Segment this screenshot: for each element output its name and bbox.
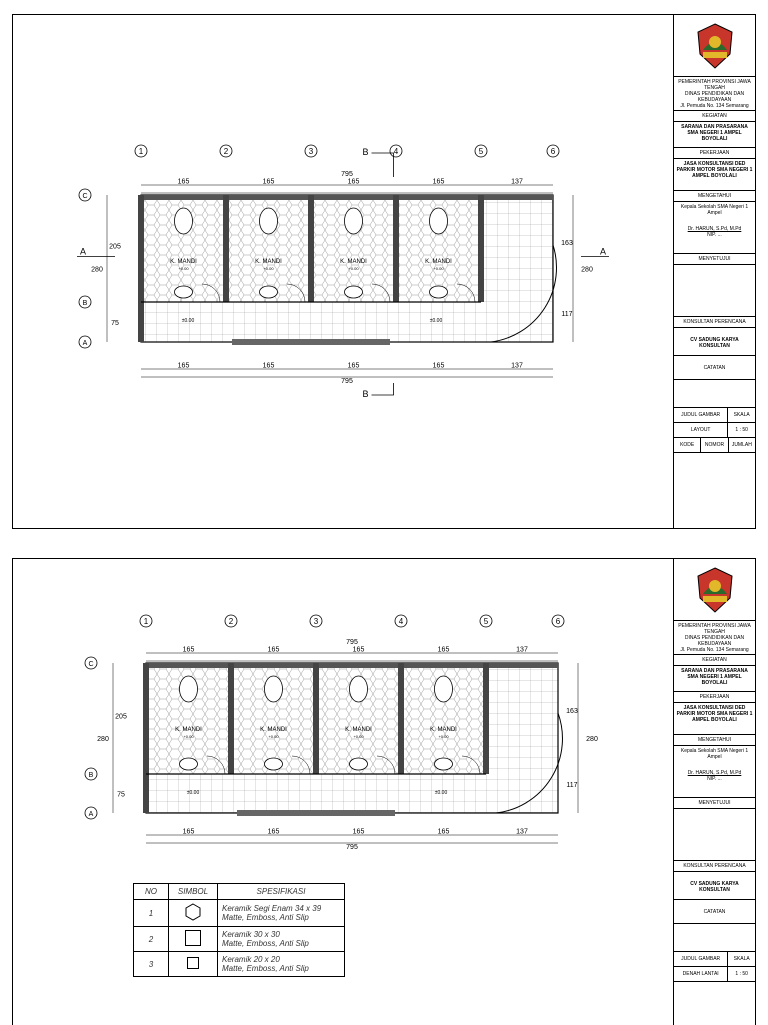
- sink-fixture: [350, 758, 368, 770]
- row-label: C: [82, 193, 88, 200]
- skala-label: SKALA: [733, 956, 750, 962]
- agency-name-2: DINAS PENDIDIKAN DAN KEBUDAYAAN: [684, 635, 745, 647]
- grid-label: 5: [478, 147, 484, 156]
- legend-header-no: NO: [134, 884, 169, 900]
- partition-wall: [478, 195, 484, 302]
- skala-value: 1 : 50: [735, 971, 748, 977]
- room-level: +0.00: [348, 266, 359, 271]
- room-label: K. MANDI: [340, 259, 367, 265]
- legend-spec-line2: Matte, Emboss, Anti Slip: [222, 913, 309, 922]
- legend-header-spesifikasi: SPESIFIKASI: [218, 884, 345, 900]
- nomor-label: NOMOR: [701, 438, 728, 452]
- dimension-text: 165: [182, 828, 195, 836]
- dimension-text: 137: [511, 362, 523, 370]
- legend-row: [134, 927, 345, 952]
- square-tile-30-symbol: [169, 927, 218, 952]
- floor-plan-layout: [13, 15, 673, 528]
- official-title: Kepala Sekolah SMA Negeri 1 Ampel: [680, 748, 749, 760]
- provincial-seal-logo: [695, 566, 735, 614]
- konsultan-label: KONSULTAN PERENCANA: [674, 317, 755, 328]
- drawing-sheet-denah: [12, 558, 756, 1025]
- dimension-text: 117: [561, 311, 573, 318]
- legend-header-simbol: SIMBOL: [169, 884, 218, 900]
- sink-fixture: [345, 286, 363, 298]
- section-mark-b: B: [362, 389, 369, 399]
- agency-name: PEMERINTAH PROVINSI JAWA TENGAH: [678, 79, 751, 91]
- dimension-text: 165: [177, 362, 190, 370]
- judul-skala-values: [674, 423, 755, 438]
- floor-level-label: ±0.00: [434, 790, 448, 796]
- square-tile-20-symbol: [169, 952, 218, 977]
- partition-wall: [228, 663, 234, 774]
- dimension-text: 165: [177, 178, 190, 186]
- grid-label: 6: [550, 147, 556, 156]
- room-label: K. MANDI: [255, 259, 282, 265]
- dimension-text: 75: [117, 791, 125, 799]
- legend-no: 3: [134, 952, 169, 977]
- konsultan-value: CV SADUNG KARYA KONSULTAN: [674, 872, 755, 900]
- section-cut-line: [372, 153, 394, 177]
- pekerjaan-label: PEKERJAAN: [674, 692, 755, 703]
- judul-value: LAYOUT: [674, 423, 728, 437]
- room-label: K. MANDI: [345, 727, 372, 733]
- official-cell: [674, 202, 755, 254]
- dimension-text: 117: [566, 782, 578, 789]
- pekerjaan-value: JASA KONSULTANSI DED PARKIR MOTOR SMA NEGERI 1 AMPEL BOYOLALI: [674, 703, 755, 735]
- front-wall-vent: [237, 810, 395, 816]
- dimension-text: 280: [91, 266, 103, 274]
- total-dimension-text: 795: [341, 378, 353, 385]
- title-block: [673, 559, 755, 1025]
- toilet-fixture: [180, 676, 198, 702]
- toilet-fixture: [350, 676, 368, 702]
- grid-label: 3: [308, 147, 314, 156]
- legend-spec-line2: Matte, Emboss, Anti Slip: [222, 939, 309, 948]
- dimension-text: 165: [352, 828, 365, 836]
- lobby-floor-tile: [486, 663, 558, 813]
- row-label: A: [88, 811, 94, 818]
- dimension-text: 165: [352, 646, 365, 654]
- sink-fixture: [435, 758, 453, 770]
- toilet-fixture: [345, 208, 363, 234]
- agency-address: Jl. Pemuda No. 134 Semarang: [680, 647, 749, 653]
- dimension-text: 163: [566, 708, 578, 715]
- grid-label: 2: [228, 617, 234, 626]
- legend-row: [134, 952, 345, 977]
- room-level: +0.00: [268, 734, 279, 739]
- official-name: Dr. HARUN, S.Pd, M.Pd: [687, 770, 742, 776]
- back-wall: [146, 663, 558, 668]
- dimension-text: 75: [111, 320, 119, 327]
- agency-name: PEMERINTAH PROVINSI JAWA TENGAH: [678, 623, 751, 635]
- judul-label: JUDUL GAMBAR: [674, 952, 728, 966]
- room-level: +0.00: [178, 266, 189, 271]
- grid-label: 4: [393, 147, 399, 156]
- total-dimension-text: 795: [346, 639, 358, 646]
- room-label: K. MANDI: [170, 259, 197, 265]
- total-dimension-text: 795: [341, 171, 353, 178]
- section-mark-a: A: [79, 246, 87, 257]
- dimension-text: 165: [347, 178, 360, 186]
- konsultan-value: CV SADUNG KARYA KONSULTAN: [674, 328, 755, 356]
- sink-fixture: [180, 758, 198, 770]
- dimension-text: 280: [586, 736, 598, 743]
- jumlah-label: JUMLAH: [731, 442, 752, 448]
- grid-label: 6: [555, 617, 561, 626]
- room-label: K. MANDI: [425, 259, 452, 265]
- agency-name-2: DINAS PENDIDIKAN DAN KEBUDAYAAN: [684, 91, 745, 103]
- kegiatan-value: SARANA DAN PRASARANA SMA NEGERI 1 AMPEL BOYOLALI: [674, 666, 755, 692]
- row-label: B: [82, 300, 88, 307]
- legend-spec: [218, 927, 345, 952]
- judul-label: JUDUL GAMBAR: [674, 408, 728, 422]
- sink-fixture: [430, 286, 448, 298]
- room-level: +0.00: [183, 734, 194, 739]
- floor-level-label: ±0.00: [429, 318, 443, 324]
- menyetujui-space: [674, 809, 755, 861]
- kode-label: KODE: [674, 438, 701, 452]
- total-dimension-text: 795: [346, 844, 358, 851]
- grid-label: 2: [223, 147, 229, 156]
- room-level: +0.00: [438, 734, 449, 739]
- floor-level-label: ±0.00: [181, 318, 195, 324]
- partition-wall: [398, 663, 404, 774]
- dimension-text: 165: [267, 828, 280, 836]
- partition-wall: [143, 663, 149, 813]
- grid-label: 4: [398, 617, 404, 626]
- logo-cell: [674, 559, 755, 621]
- dimension-text: 165: [182, 646, 195, 654]
- dimension-text: 137: [511, 178, 523, 186]
- legend-no: 1: [134, 900, 169, 927]
- legend-spec-line1: Keramik Segi Enam 34 x 39: [222, 904, 322, 913]
- legend-spec: [218, 952, 345, 977]
- section-mark-a: A: [599, 246, 607, 257]
- partition-wall: [313, 663, 319, 774]
- title-block: [673, 15, 755, 528]
- legend-no: 2: [134, 927, 169, 952]
- dimension-text: 165: [262, 178, 275, 186]
- catatan-label: CATATAN: [674, 900, 755, 924]
- menyetujui-label: MENYETUJUI: [674, 254, 755, 265]
- official-nip: NIP. ...: [707, 776, 722, 782]
- kegiatan-label: KEGIATAN: [674, 111, 755, 122]
- judul-skala-header: [674, 408, 755, 423]
- grid-label: 5: [483, 617, 489, 626]
- dimension-text: 205: [115, 713, 127, 721]
- dimension-text: 165: [432, 362, 445, 370]
- dimension-text: 165: [432, 178, 445, 186]
- provincial-seal-logo: [695, 22, 735, 70]
- official-name: Dr. HARUN, S.Pd, M.Pd: [687, 226, 742, 232]
- kegiatan-label: KEGIATAN: [674, 655, 755, 666]
- grid-label: 1: [143, 617, 149, 626]
- official-cell: [674, 746, 755, 798]
- catatan-space: [674, 380, 755, 408]
- room-label: K. MANDI: [175, 727, 202, 733]
- logo-cell: [674, 15, 755, 77]
- skala-label: SKALA: [733, 412, 750, 418]
- room-level: +0.00: [263, 266, 274, 271]
- pekerjaan-value: JASA KONSULTANSI DED PARKIR MOTOR SMA NEGERI 1 AMPEL BOYOLALI: [674, 159, 755, 191]
- grid-label: 1: [138, 147, 144, 156]
- toilet-fixture: [265, 676, 283, 702]
- partition-wall: [308, 195, 314, 302]
- judul-skala-values: [674, 967, 755, 982]
- official-title: Kepala Sekolah SMA Negeri 1 Ampel: [680, 204, 749, 216]
- legend-spec: [218, 900, 345, 927]
- dimension-text: 165: [437, 828, 450, 836]
- back-wall: [141, 195, 553, 200]
- room-level: +0.00: [433, 266, 444, 271]
- legend-spec-line2: Matte, Emboss, Anti Slip: [222, 964, 309, 973]
- lobby-floor-tile: [481, 195, 553, 342]
- front-wall-vent: [232, 339, 390, 345]
- sink-fixture: [175, 286, 193, 298]
- legend-spec-line1: Keramik 20 x 20: [222, 955, 280, 964]
- material-legend-table: [133, 883, 345, 977]
- dimension-text: 137: [516, 828, 528, 836]
- agency-address: Jl. Pemuda No. 134 Semarang: [680, 103, 749, 109]
- official-nip: NIP. ...: [707, 232, 722, 238]
- floor-level-label: ±0.00: [186, 790, 200, 796]
- partition-wall: [223, 195, 229, 302]
- toilet-fixture: [260, 208, 278, 234]
- menyetujui-space: [674, 265, 755, 317]
- mengetahui-label: MENGETAHUI: [674, 735, 755, 746]
- dimension-text: 165: [262, 362, 275, 370]
- dimension-text: 165: [347, 362, 360, 370]
- dimension-text: 205: [109, 243, 121, 251]
- dimension-text: 165: [267, 646, 280, 654]
- hexagon-tile-symbol: [169, 900, 218, 927]
- agency-cell: [674, 77, 755, 111]
- dimension-text: 137: [516, 646, 528, 654]
- room-label: K. MANDI: [260, 727, 287, 733]
- sink-fixture: [265, 758, 283, 770]
- legend-row: [134, 900, 345, 927]
- row-label: A: [82, 340, 88, 347]
- room-label: K. MANDI: [430, 727, 457, 733]
- section-cut-line: [372, 383, 394, 395]
- toilet-fixture: [175, 208, 193, 234]
- dimension-text: 280: [97, 736, 109, 743]
- judul-value: DENAH LANTAI: [674, 967, 728, 981]
- room-level: +0.00: [353, 734, 364, 739]
- toilet-fixture: [435, 676, 453, 702]
- toilet-fixture: [430, 208, 448, 234]
- partition-wall: [138, 195, 144, 342]
- legend-spec-line1: Keramik 30 x 30: [222, 930, 280, 939]
- dimension-text: 163: [561, 240, 573, 247]
- kegiatan-value: SARANA DAN PRASARANA SMA NEGERI 1 AMPEL BOYOLALI: [674, 122, 755, 148]
- section-mark-b: B: [362, 147, 369, 157]
- pekerjaan-label: PEKERJAAN: [674, 148, 755, 159]
- grid-label: 3: [313, 617, 319, 626]
- row-label: C: [88, 661, 94, 668]
- dimension-text: 165: [437, 646, 450, 654]
- dimension-text: 280: [581, 266, 593, 274]
- judul-skala-header: [674, 952, 755, 967]
- row-label: B: [88, 772, 94, 779]
- catatan-space: [674, 924, 755, 952]
- sink-fixture: [260, 286, 278, 298]
- drawing-sheet-layout: [12, 14, 756, 529]
- konsultan-label: KONSULTAN PERENCANA: [674, 861, 755, 872]
- partition-wall: [393, 195, 399, 302]
- catatan-label: CATATAN: [674, 356, 755, 380]
- mengetahui-label: MENGETAHUI: [674, 191, 755, 202]
- partition-wall: [483, 663, 489, 774]
- kode-nomor-jumlah: [674, 438, 755, 453]
- agency-cell: [674, 621, 755, 655]
- menyetujui-label: MENYETUJUI: [674, 798, 755, 809]
- skala-value: 1 : 50: [735, 427, 748, 433]
